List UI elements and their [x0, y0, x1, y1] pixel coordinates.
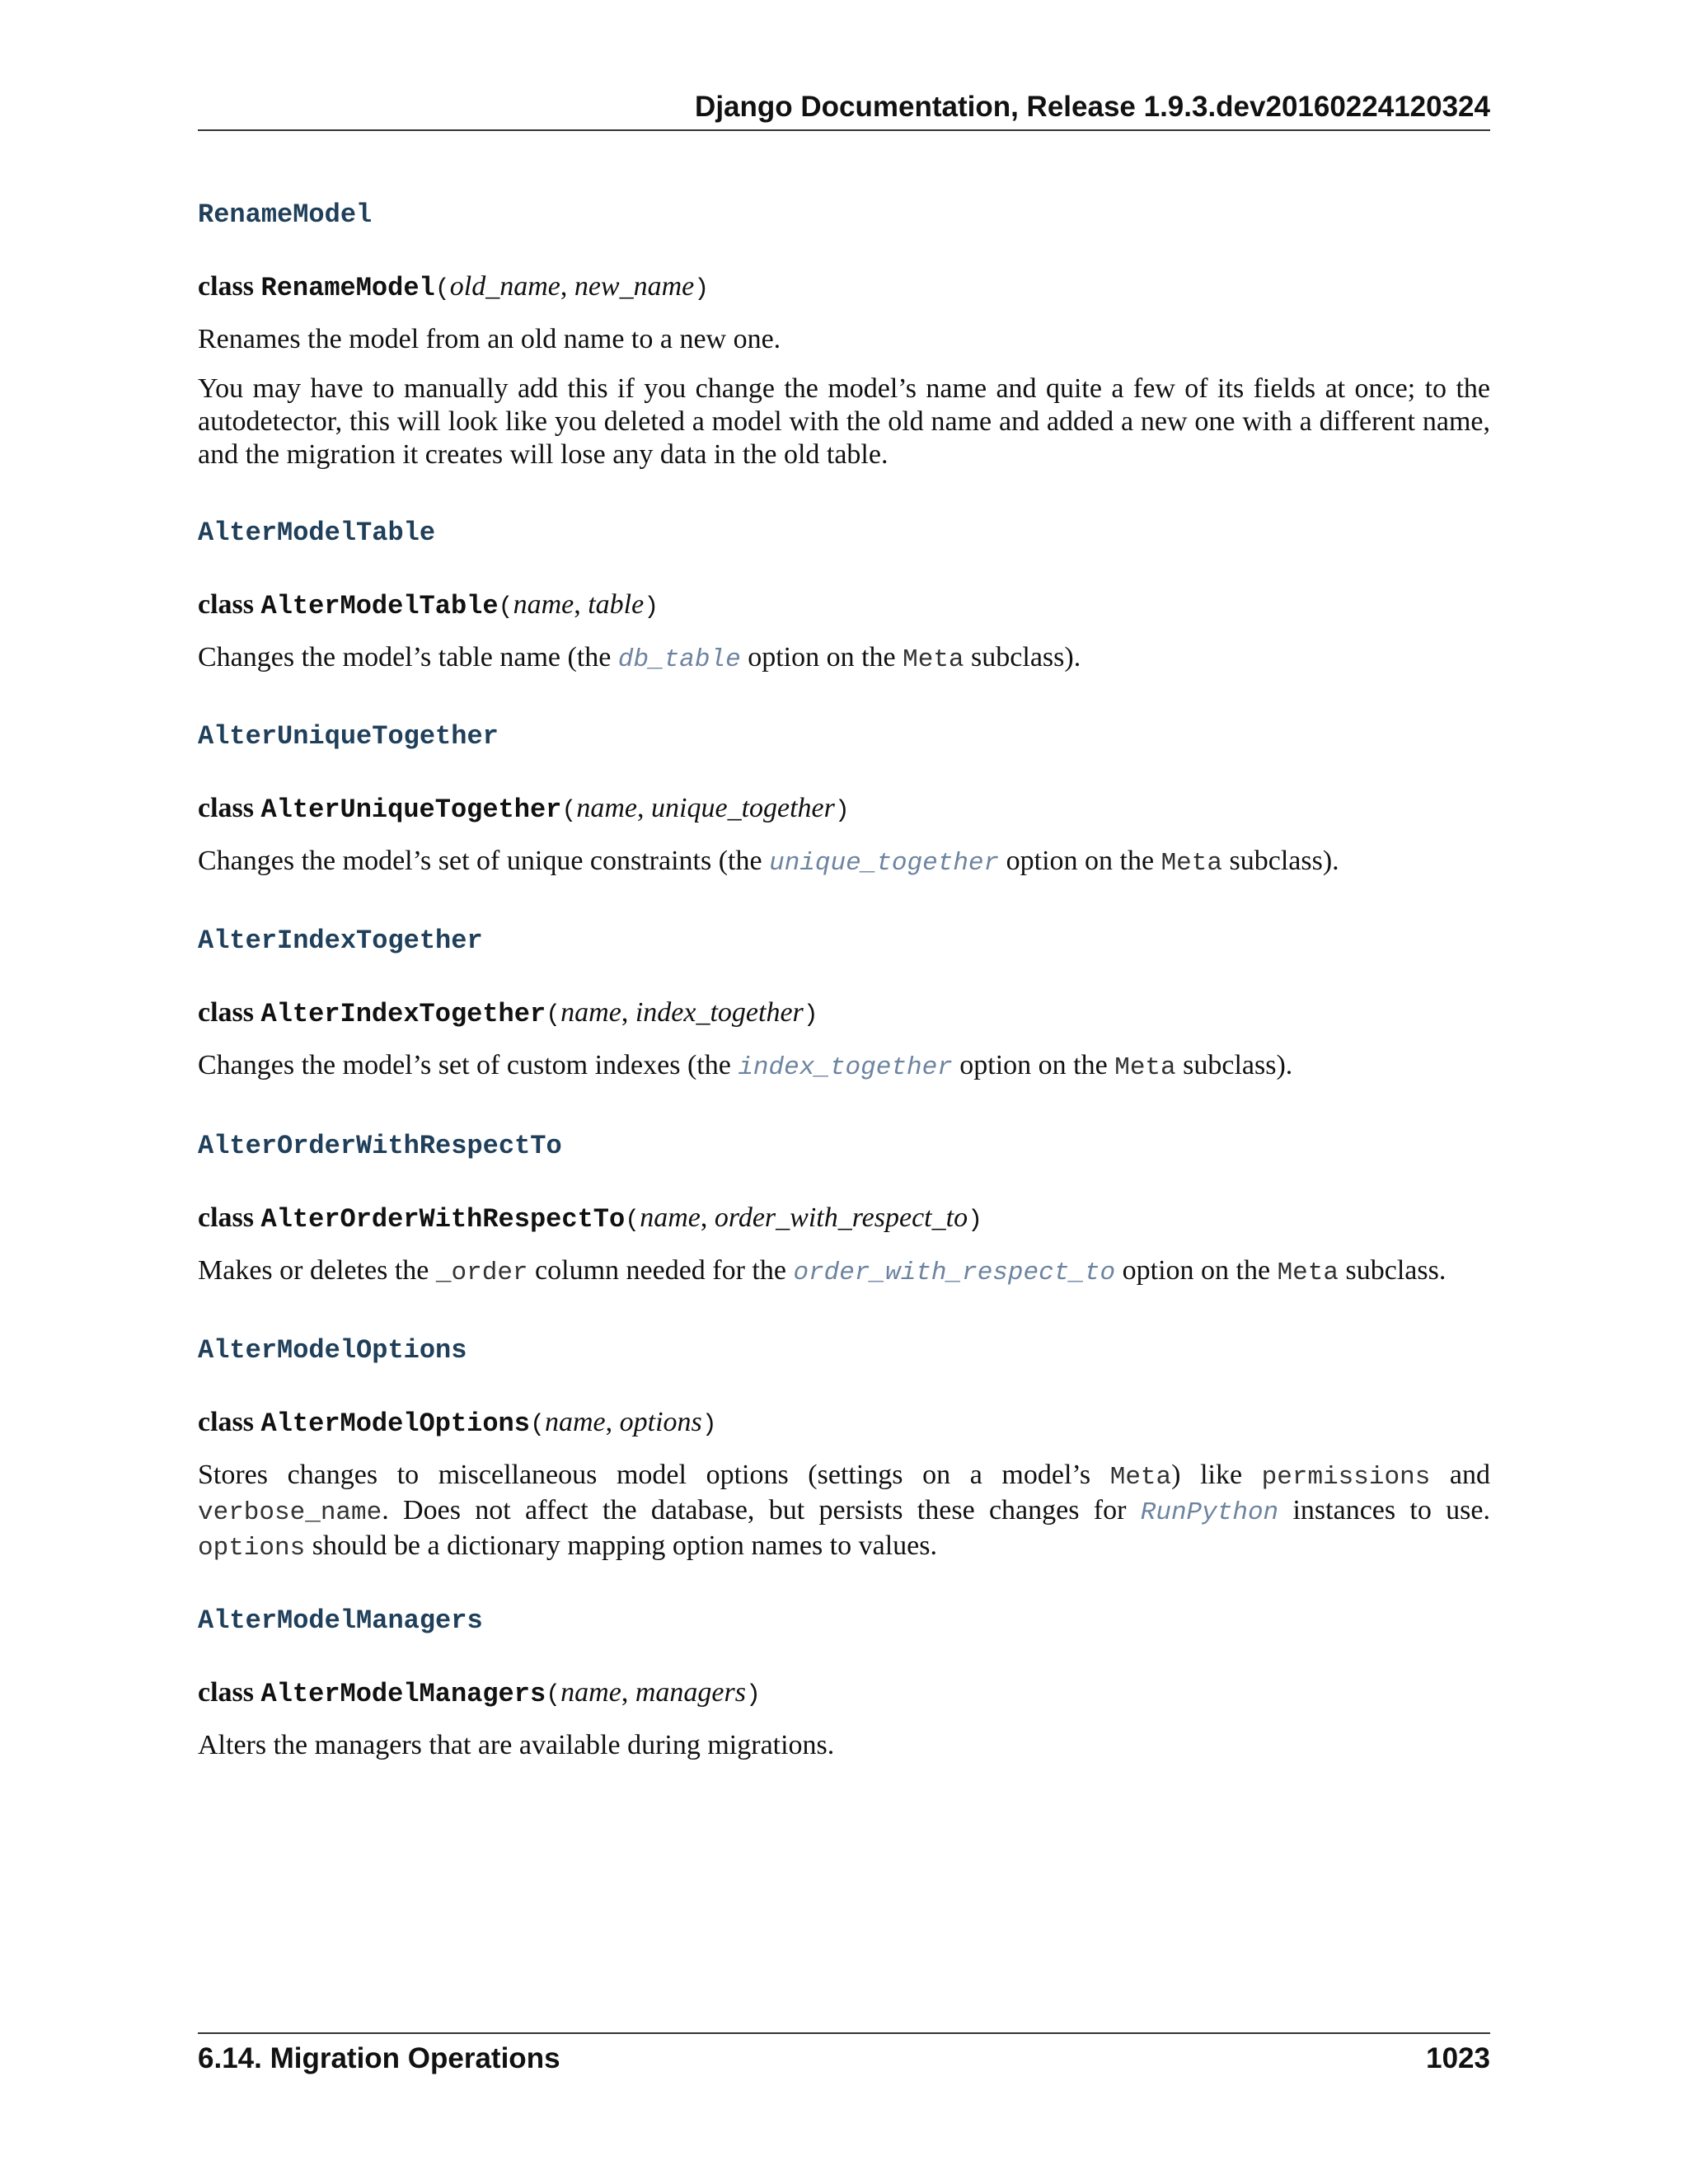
param: table: [588, 589, 645, 621]
class-signature: class AlterModelManagers(name, managers): [198, 1677, 761, 1710]
section-title: RenameModel: [198, 199, 373, 230]
description: You may have to manually add this if you change the model’s name and quite a few of its fields at once; to the autodetector, this will look like you deleted a model with the old name and added a new one with a different name, and the migration it creates will lose any data in the old table.: [198, 373, 1490, 470]
class-signature: class AlterOrderWithRespectTo(name, order_with_respect_to): [198, 1202, 983, 1235]
class-name: RenameModel: [260, 273, 435, 304]
class-name: AlterOrderWithRespectTo: [260, 1204, 626, 1235]
param: name: [513, 589, 574, 621]
header-rule: [198, 129, 1490, 131]
inline-code: permissions: [1261, 1462, 1431, 1492]
param: name: [640, 1202, 701, 1234]
inline-code: verbose_name: [198, 1497, 382, 1527]
class-keyword: class: [198, 589, 254, 621]
class-keyword: class: [198, 1677, 254, 1708]
inline-code: Meta: [903, 644, 964, 674]
section-title: AlterOrderWithRespectTo: [198, 1131, 562, 1161]
inline-code: options: [198, 1533, 306, 1563]
section-alter-unique-together: [198, 721, 1490, 897]
unique-together-link[interactable]: unique_together: [769, 848, 1000, 878]
inline-code: _order: [435, 1258, 528, 1287]
runpython-link[interactable]: RunPython: [1140, 1497, 1279, 1527]
section-title: AlterModelManagers: [198, 1605, 483, 1636]
param: name: [560, 997, 621, 1029]
order-with-respect-to-link[interactable]: order_with_respect_to: [793, 1258, 1116, 1287]
description: Stores changes to miscellaneous model options (settings on a model’s Meta) like permissions and verbose_name. Does not affect the database, but persists these changes for RunPython instances to use. options should be a dictionary mapping option names to values.: [198, 1459, 1491, 1563]
class-signature: class RenameModel(old_name, new_name): [198, 271, 710, 304]
section-alter-model-managers: [198, 1605, 1490, 1779]
section-title: AlterModelTable: [198, 518, 436, 548]
param: options: [619, 1407, 702, 1438]
section-alter-model-options: [198, 1335, 1490, 1582]
class-keyword: class: [198, 793, 254, 824]
param: managers: [635, 1677, 746, 1708]
section-title: AlterModelOptions: [198, 1335, 467, 1366]
class-signature: class AlterModelOptions(name, options): [198, 1407, 717, 1440]
class-keyword: class: [198, 271, 254, 302]
section-title: AlterUniqueTogether: [198, 721, 499, 752]
class-signature: class AlterIndexTogether(name, index_together): [198, 997, 818, 1030]
page-number: 1023: [1426, 2042, 1490, 2074]
class-keyword: class: [198, 997, 254, 1029]
footer-rule: [198, 2032, 1490, 2034]
section-title: AlterIndexTogether: [198, 926, 483, 956]
param: unique_together: [651, 793, 835, 824]
class-keyword: class: [198, 1202, 254, 1234]
class-name: AlterIndexTogether: [260, 999, 546, 1030]
class-keyword: class: [198, 1407, 254, 1438]
class-name: AlterModelOptions: [260, 1408, 530, 1440]
param: index_together: [635, 997, 804, 1029]
section-alter-model-table: [198, 518, 1490, 693]
inline-code: Meta: [1109, 1462, 1172, 1492]
description: Changes the model’s set of unique constraints (the unique_together option on the Meta subclass).: [198, 845, 1339, 878]
section-alter-order-with-respect-to: [198, 1131, 1490, 1306]
param: name: [576, 793, 638, 824]
class-name: AlterUniqueTogether: [260, 794, 562, 826]
document-page: [198, 0, 1490, 2184]
param: name: [560, 1677, 621, 1708]
section-rename-model: [198, 199, 1490, 488]
section-alter-index-together: [198, 926, 1490, 1101]
running-header: Django Documentation, Release 1.9.3.dev20160224120324: [695, 91, 1490, 123]
param: old_name: [449, 271, 560, 302]
param: name: [544, 1407, 606, 1438]
class-signature: class AlterModelTable(name, table): [198, 589, 659, 622]
class-name: AlterModelManagers: [260, 1679, 546, 1710]
db-table-link[interactable]: db_table: [617, 644, 741, 674]
description: Alters the managers that are available during migrations.: [198, 1729, 835, 1760]
footer-section-title: 6.14. Migration Operations: [198, 2042, 560, 2074]
description: Changes the model’s table name (the db_table option on the Meta subclass).: [198, 641, 1081, 674]
class-name: AlterModelTable: [260, 591, 499, 622]
index-together-link[interactable]: index_together: [738, 1052, 953, 1082]
inline-code: Meta: [1114, 1052, 1176, 1082]
description: Renames the model from an old name to a new one.: [198, 323, 781, 354]
param: order_with_respect_to: [714, 1202, 968, 1234]
inline-code: Meta: [1160, 848, 1222, 878]
description: Changes the model’s set of custom indexes (the index_together option on the Meta subclass).: [198, 1049, 1293, 1082]
class-signature: class AlterUniqueTogether(name, unique_together): [198, 793, 850, 826]
description: Makes or deletes the _order column needed for the order_with_respect_to option on the Meta subclass.: [198, 1254, 1447, 1287]
inline-code: Meta: [1277, 1258, 1339, 1287]
param: new_name: [574, 271, 695, 302]
